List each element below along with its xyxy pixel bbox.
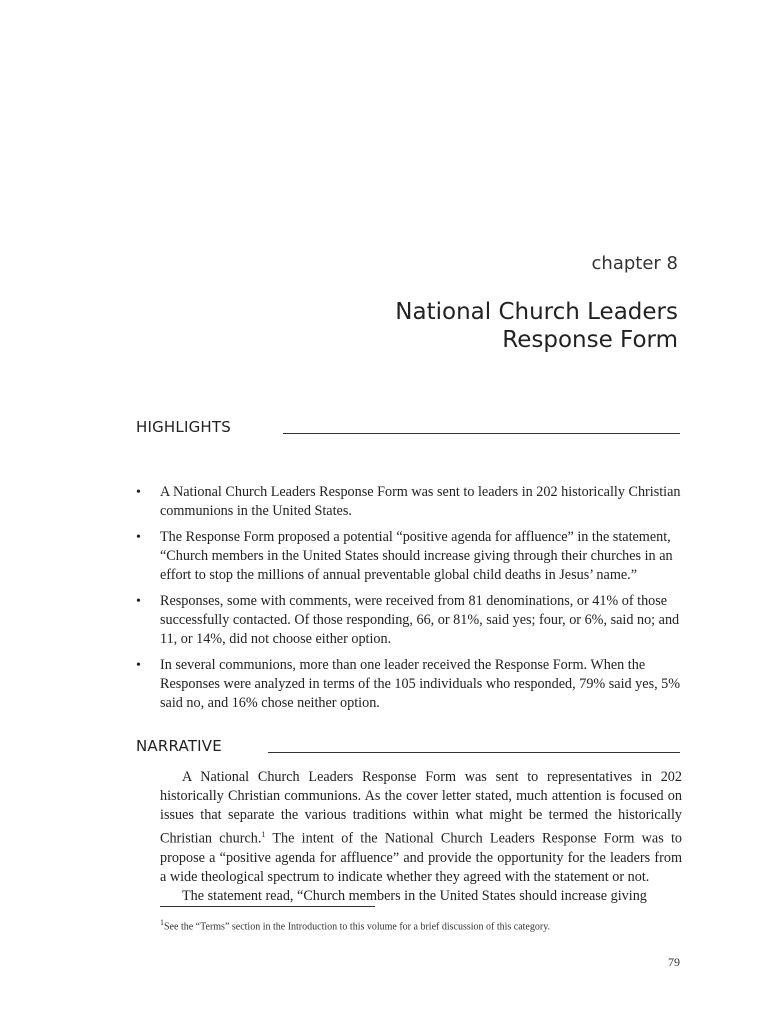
- narrative-text: The intent of the National Church Leaders Response Form was to propose a “positive agenda for affluence” and provide the opportunity for the leaders from a wide theological spectrum to indicate whether they agreed with the statement or not.: [160, 830, 682, 885]
- highlights-heading: HIGHLIGHTS: [136, 418, 231, 436]
- chapter-title-line-2: Response Form: [502, 327, 678, 353]
- highlights-rule: [283, 433, 680, 434]
- highlight-item: • In several communions, more than one leader received the Response Form. When the Responses were analyzed in terms of the 105 individuals who responded, 79% said yes, 5% said no, and 16% chose neither option.: [136, 656, 682, 713]
- highlight-item: • The Response Form proposed a potential “positive agenda for affluence” in the statement, “Church members in the United States should increase giving through their churches in an effort to stop the millions of annual preventable global child deaths in Jesus’ name.”: [136, 528, 682, 585]
- footnote-text: See the “Terms” section in the Introduction to this volume for a brief discussion of this category.: [164, 921, 551, 933]
- footnote: [160, 916, 682, 933]
- chapter-title: [278, 298, 678, 354]
- chapter-label: chapter 8: [591, 253, 678, 274]
- footnote-marker: 1: [160, 918, 164, 927]
- narrative-body: [160, 768, 682, 906]
- narrative-paragraph: [160, 768, 682, 887]
- footnote-rule: [160, 906, 375, 907]
- page-number: 79: [668, 955, 680, 969]
- narrative-rule: [268, 752, 680, 753]
- narrative-heading: NARRATIVE: [136, 737, 222, 755]
- highlights-list: [136, 483, 682, 720]
- footnote-reference: 1: [261, 830, 266, 839]
- highlight-item: • A National Church Leaders Response Form was sent to leaders in 202 historically Christian communions in the United States.: [136, 483, 682, 521]
- chapter-title-line-1: National Church Leaders: [395, 299, 678, 325]
- highlight-item: • Responses, some with comments, were received from 81 denominations, or 41% of those successfully contacted. Of those responding, 66, or 81%, said yes; four, or 6%, said no; and 11, or 14%, did not choose either option.: [136, 592, 682, 649]
- narrative-paragraph: The statement read, “Church members in the United States should increase giving: [182, 887, 647, 904]
- narrative-text: A National Church Leaders Response Form was sent to representatives in 202 historically Christian communions. As the cover letter stated, much attention is focused on issues that separate the various traditions within what might be termed the historically Christian church.: [160, 769, 682, 847]
